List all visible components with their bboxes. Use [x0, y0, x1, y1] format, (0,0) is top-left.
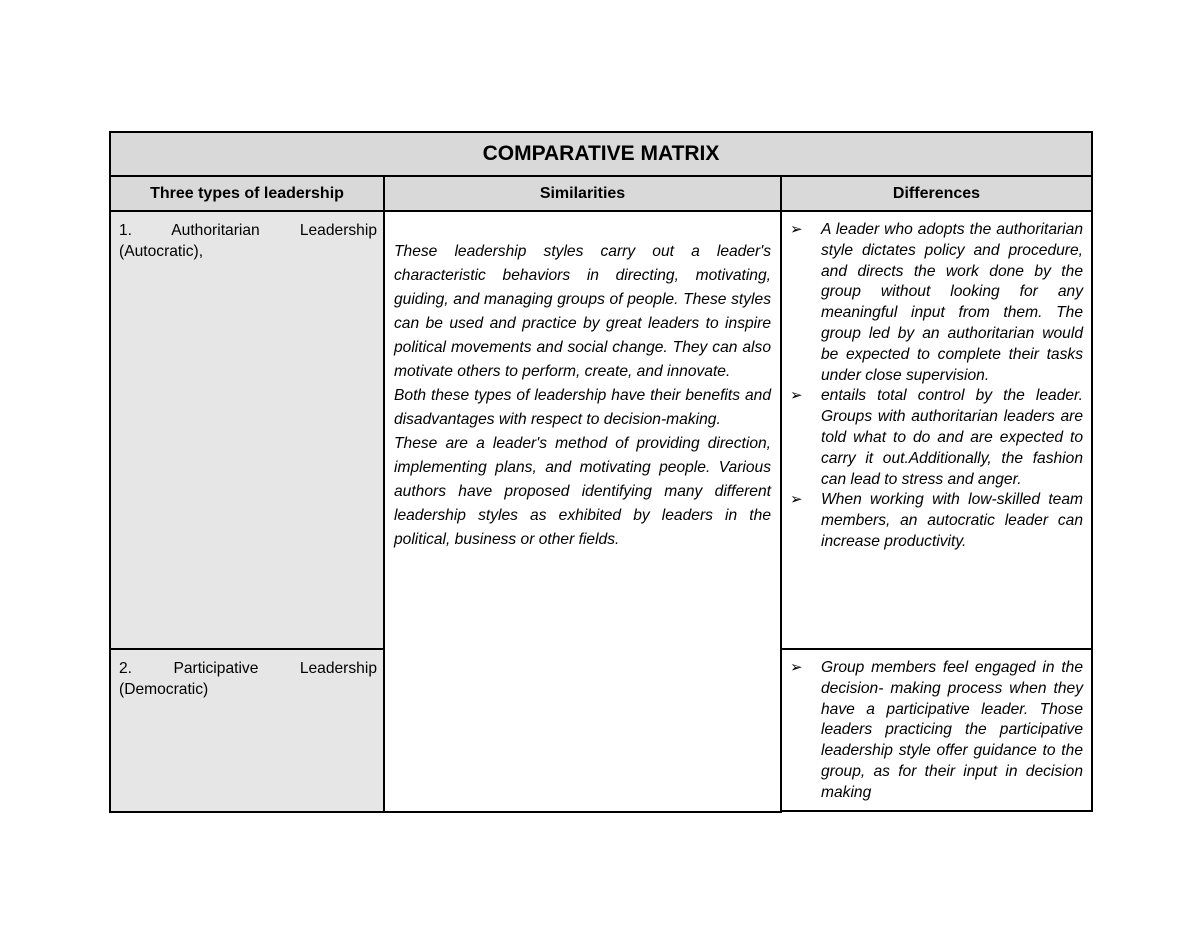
arrow-bullet-icon: ➢	[790, 491, 803, 509]
header-differences: Differences	[780, 175, 1093, 212]
type-label-line1: 2. Participative Leadership	[119, 660, 377, 677]
arrow-bullet-icon: ➢	[790, 387, 803, 405]
comparative-matrix-table	[109, 131, 1093, 813]
type-label-line1: 1. Authoritarian Leadership	[119, 222, 377, 239]
list-item	[790, 490, 1083, 552]
similarity-paragraph: Both these types of leadership have their benefits and disadvantages with respect to decision-making.	[394, 387, 771, 428]
differences-cell-authoritarian	[780, 210, 1093, 650]
header-types: Three types of leadership	[109, 175, 385, 212]
arrow-bullet-icon: ➢	[790, 221, 803, 238]
list-item	[790, 658, 1083, 804]
similarity-paragraph: These leadership styles carry out a leader's characteristic behaviors in directing, motivating, guiding, and managing groups of people. These styles can be used and practice by great leaders to inspire political movements and social change. They can also motivate others to perform, create, and innovate.	[394, 243, 771, 380]
similarities-cell	[383, 210, 782, 813]
differences-list	[790, 220, 1083, 553]
similarity-paragraph: These are a leader's method of providing direction, implementing plans, and motivating people. Various authors have proposed identifying many different leadership styles as exhibited by leaders in the political, business or other fields.	[394, 435, 771, 548]
matrix-title: COMPARATIVE MATRIX	[109, 131, 1093, 177]
type-cell-participative	[109, 648, 385, 813]
header-similarities: Similarities	[383, 175, 782, 212]
list-item	[790, 220, 1083, 386]
list-item	[790, 386, 1083, 490]
type-label-line2: (Autocratic),	[119, 243, 204, 260]
difference-text: When working with low-skilled team members, an autocratic leader can increase productivity.	[821, 491, 1083, 550]
differences-list	[790, 658, 1083, 804]
difference-text: A leader who adopts the authoritarian style dictates policy and procedure, and directs the work done by the group without looking for any meaningful input from them. The group led by an authoritarian would be expected to complete their tasks under close supervision.	[821, 221, 1083, 384]
differences-cell-participative	[780, 648, 1093, 812]
difference-text: entails total control by the leader. Groups with authoritarian leaders are told what to do and are expected to carry it out.Additionally, the fashion can lead to stress and anger.	[821, 387, 1083, 488]
difference-text: Group members feel engaged in the decision- making process when they have a participative leader. Those leaders practicing the participative leadership style offer guidance to the group, as for their input in decision making	[821, 659, 1083, 801]
type-label-line2: (Democratic)	[119, 681, 209, 698]
arrow-bullet-icon: ➢	[790, 659, 803, 676]
type-cell-authoritarian	[109, 210, 385, 650]
